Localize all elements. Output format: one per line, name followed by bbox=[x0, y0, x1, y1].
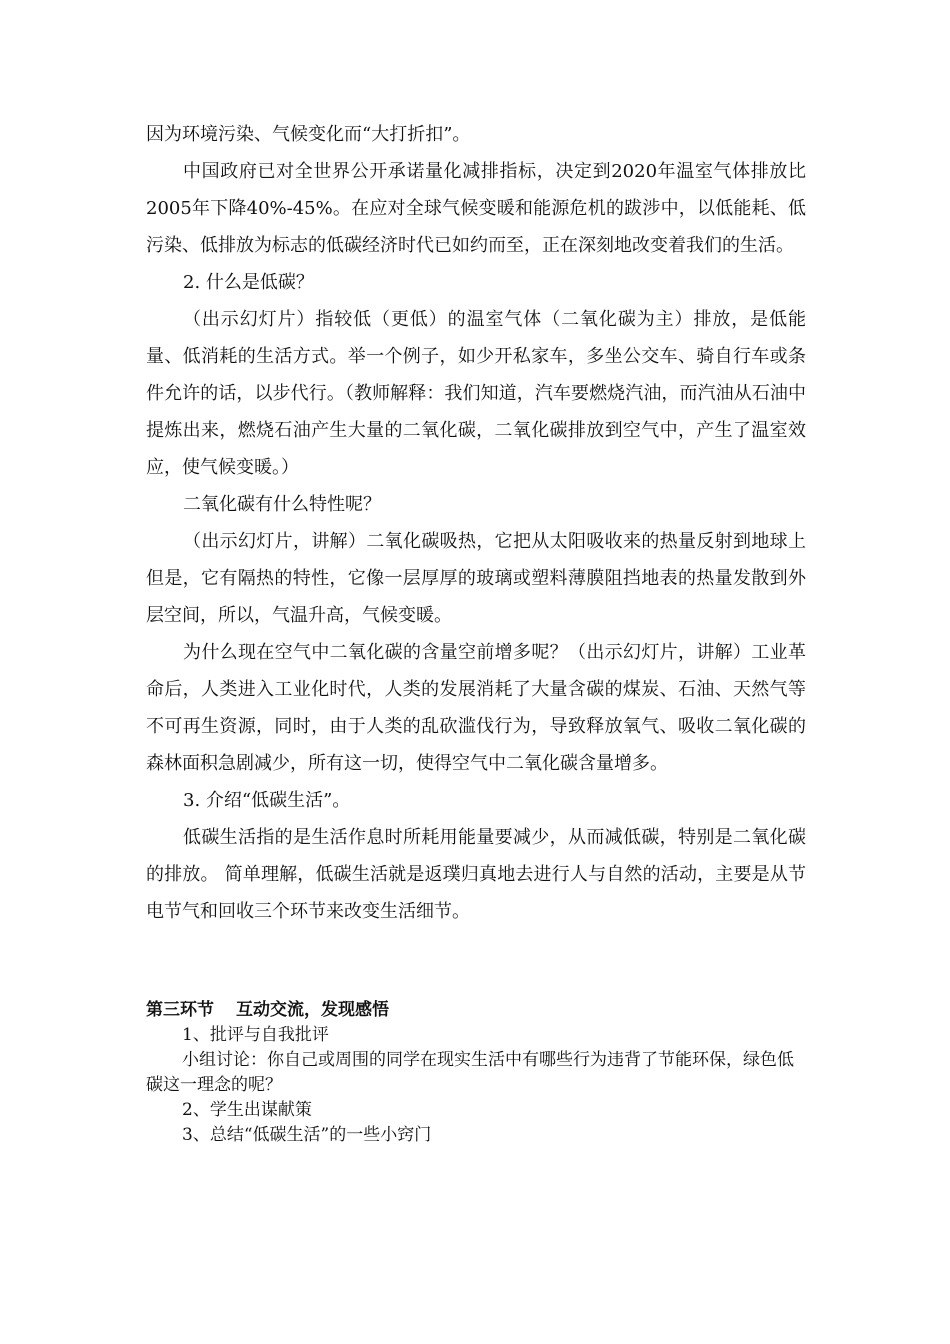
paragraph-low-carbon-life: 低碳生活指的是生活作息时所耗用能量要减少，从而减低碳，特别是二氧化碳的排放。 简单理解，低碳生活就是返璞归真地去进行人与自然的活动，主要是从节电节气和回收三个环节来改变生活细节。 bbox=[146, 827, 806, 922]
paragraph-low-carbon-definition: （出示幻灯片）指较低（更低）的温室气体（二氧化碳为主）排放，是低能量、低消耗的生活方式。举一个例子，如少开私家车，多坐公交车、骑自行车或条件允许的话，以步代行。（教师解释：我们知道，汽车要燃烧汽油，而汽油从石油中提炼出来，燃烧石油产生大量的二氧化碳，二氧化碳排放到空气中，产生了温室效应，使气候变暖。） bbox=[146, 309, 806, 478]
section-three bbox=[146, 998, 806, 1148]
list-item-criticism: 1、批评与自我批评 bbox=[182, 1025, 329, 1045]
paragraph-emission-commitment: 中国政府已对全世界公开承诺量化减排指标，决定到2020年温室气体排放比2005年下降40%-45%。在应对全球气候变暖和能源危机的跋涉中，以低能耗、低污染、低排放为标志的低碳经济时代已如约而至，正在深刻地改变着我们的生活。 bbox=[146, 161, 806, 256]
heading-what-is-low-carbon: 2. 什么是低碳？ bbox=[183, 272, 314, 293]
section-heading bbox=[146, 998, 806, 1023]
list-item-tips: 3、总结“低碳生活”的一些小窍门 bbox=[182, 1125, 432, 1145]
paragraph-co2-increase: 为什么现在空气中二氧化碳的含量空前增多呢？（出示幻灯片，讲解）工业革命后，人类进入工业化时代，人类的发展消耗了大量含碳的煤炭、石油、天然气等不可再生资源，同时，由于人类的乱砍滥伐行为，导致释放氧气、吸收二氧化碳的森林面积急剧减少，所有这一切，使得空气中二氧化碳含量增多。 bbox=[146, 642, 806, 774]
list-item-suggestions: 2、学生出谋献策 bbox=[182, 1100, 312, 1120]
heading-introduce-low-carbon-life: 3. 介绍“低碳生活”。 bbox=[183, 790, 351, 811]
section-heading-label: 第三环节 bbox=[146, 1000, 214, 1020]
paragraph-continuation: 因为环境污染、气候变化而“大打折扣”。 bbox=[146, 124, 471, 145]
body-text bbox=[146, 116, 806, 930]
list-item-criticism-detail: 小组讨论：你自己或周围的同学在现实生活中有哪些行为违背了节能环保，绿色低碳这一理念的呢？ bbox=[146, 1050, 794, 1095]
paragraph-co2-properties: （出示幻灯片，讲解）二氧化碳吸热，它把从太阳吸收来的热量反射到地球上但是，它有隔热的特性，它像一层厚厚的玻璃或塑料薄膜阻挡地表的热量发散到外层空间，所以，气温升高，气候变暖。 bbox=[146, 531, 806, 626]
question-co2-properties: 二氧化碳有什么特性呢？ bbox=[183, 494, 381, 515]
section-heading-title: 互动交流，发现感悟 bbox=[236, 1000, 389, 1020]
